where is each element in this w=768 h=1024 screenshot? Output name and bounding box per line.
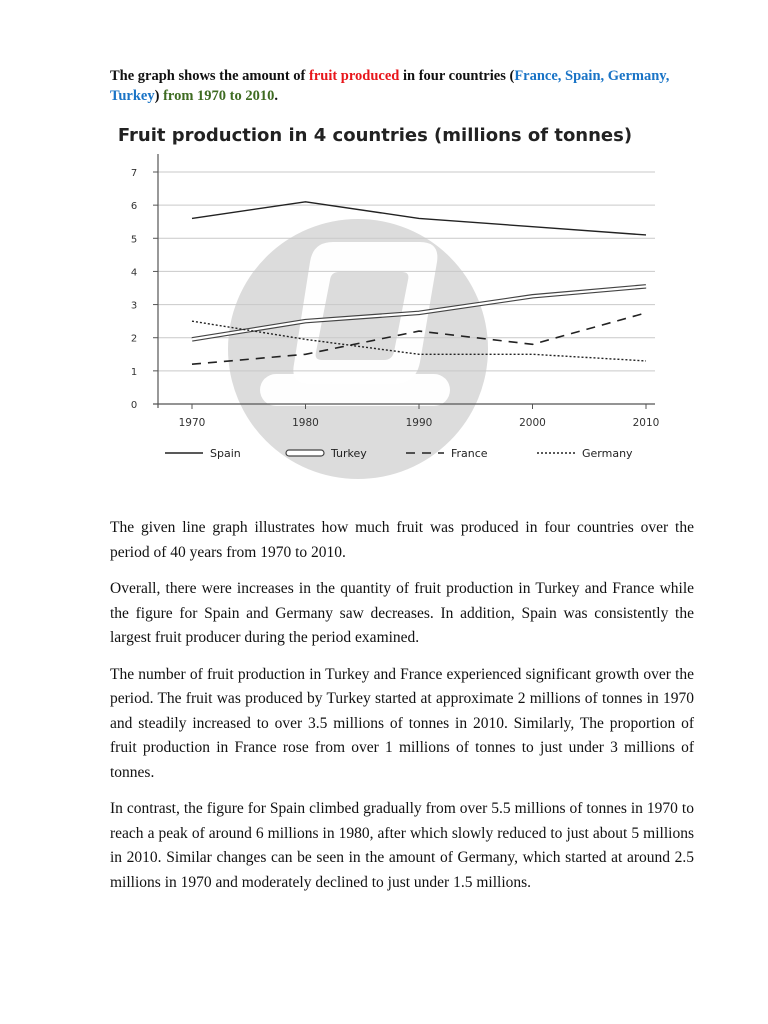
intro-text-4: .	[274, 88, 278, 104]
legend-label-spain: Spain	[210, 447, 241, 460]
chart-svg	[110, 112, 670, 492]
y-tick-label: 2	[130, 333, 138, 345]
paragraph: Overall, there were increases in the quantity of fruit production in Turkey and France while the figure for Spain and Germany saw decreases. In addition, Spain was consistently the largest fruit producer during the period examined.	[110, 580, 694, 646]
legend-label-france: France	[451, 447, 488, 460]
data-point-germany	[191, 320, 194, 323]
intro-text-3: )	[154, 88, 164, 104]
intro-text-2: in four countries (	[399, 68, 515, 84]
y-tick-label: 0	[130, 400, 138, 411]
intro-highlight-red: fruit produced	[309, 68, 400, 84]
legend-label-turkey: Turkey	[331, 447, 367, 460]
legend-swatch-turkey	[286, 450, 324, 456]
intro-highlight-green: from 1970 to 2010	[163, 88, 275, 104]
y-tick-label: 6	[130, 201, 138, 213]
data-point-france	[418, 330, 421, 333]
data-point-france	[304, 353, 307, 356]
data-point-germany	[418, 353, 421, 356]
data-point-spain	[304, 200, 307, 203]
data-point-spain	[418, 217, 421, 220]
data-point-spain	[191, 217, 194, 220]
x-tick-label: 2000	[519, 417, 546, 429]
essay-body	[110, 516, 694, 907]
data-point-france	[191, 363, 194, 366]
intro-sentence	[110, 66, 670, 106]
data-point-turkey	[645, 285, 648, 288]
y-tick-label: 4	[130, 267, 138, 279]
x-tick-label: 1980	[292, 417, 319, 429]
intro-highlight-blue: France, Spain, Germany, Turkey	[110, 68, 670, 104]
data-point-germany	[645, 359, 648, 362]
data-point-spain	[531, 225, 534, 228]
x-tick-label: 1970	[178, 417, 206, 429]
data-point-germany	[531, 353, 534, 356]
data-point-turkey	[418, 311, 421, 314]
legend-label-germany: Germany	[582, 447, 633, 460]
data-point-turkey	[304, 320, 307, 323]
data-point-turkey	[191, 338, 194, 341]
data-point-germany	[304, 338, 307, 341]
y-tick-label: 7	[130, 168, 138, 179]
y-tick-label: 5	[130, 234, 138, 246]
chart-title: Fruit production in 4 countries (millions of tonnes)	[117, 125, 633, 146]
data-point-france	[531, 343, 534, 346]
x-tick-label: 2010	[632, 417, 660, 429]
data-point-france	[645, 311, 648, 314]
intro-text-1: The graph shows the amount of	[110, 68, 309, 84]
paragraph: The given line graph illustrates how much fruit was produced in four countries over the period of 40 years from 1970 to 2010.	[110, 519, 694, 561]
x-tick-label: 1990	[405, 417, 433, 429]
y-tick-label: 3	[130, 300, 138, 312]
data-point-turkey	[531, 295, 534, 298]
paragraph: The number of fruit production in Turkey and France experienced significant growth over the period. The fruit was produced by Turkey started at approximate 2 millions of tonnes in 1970 and steadily increased to over 3.5 millions of tonnes in 2010. Similarly, The proportion of fruit production in France rose from over 1 millions of tonnes to just under 3 millions of tonnes.	[110, 665, 694, 781]
logo-watermark-icon	[228, 219, 488, 479]
paragraph: In contrast, the figure for Spain climbed gradually from over 5.5 millions of tonnes in 1970 to reach a peak of around 6 millions in 1980, after which slowly reduced to just about 5 millions in 2010. Similar changes can be seen in the amount of Germany, which started at around 2.5 millions in 1970 and moderately declined to just under 1.5 millions.	[110, 800, 694, 891]
y-tick-label: 1	[130, 366, 138, 378]
data-point-spain	[645, 233, 648, 236]
line-chart	[110, 112, 670, 492]
